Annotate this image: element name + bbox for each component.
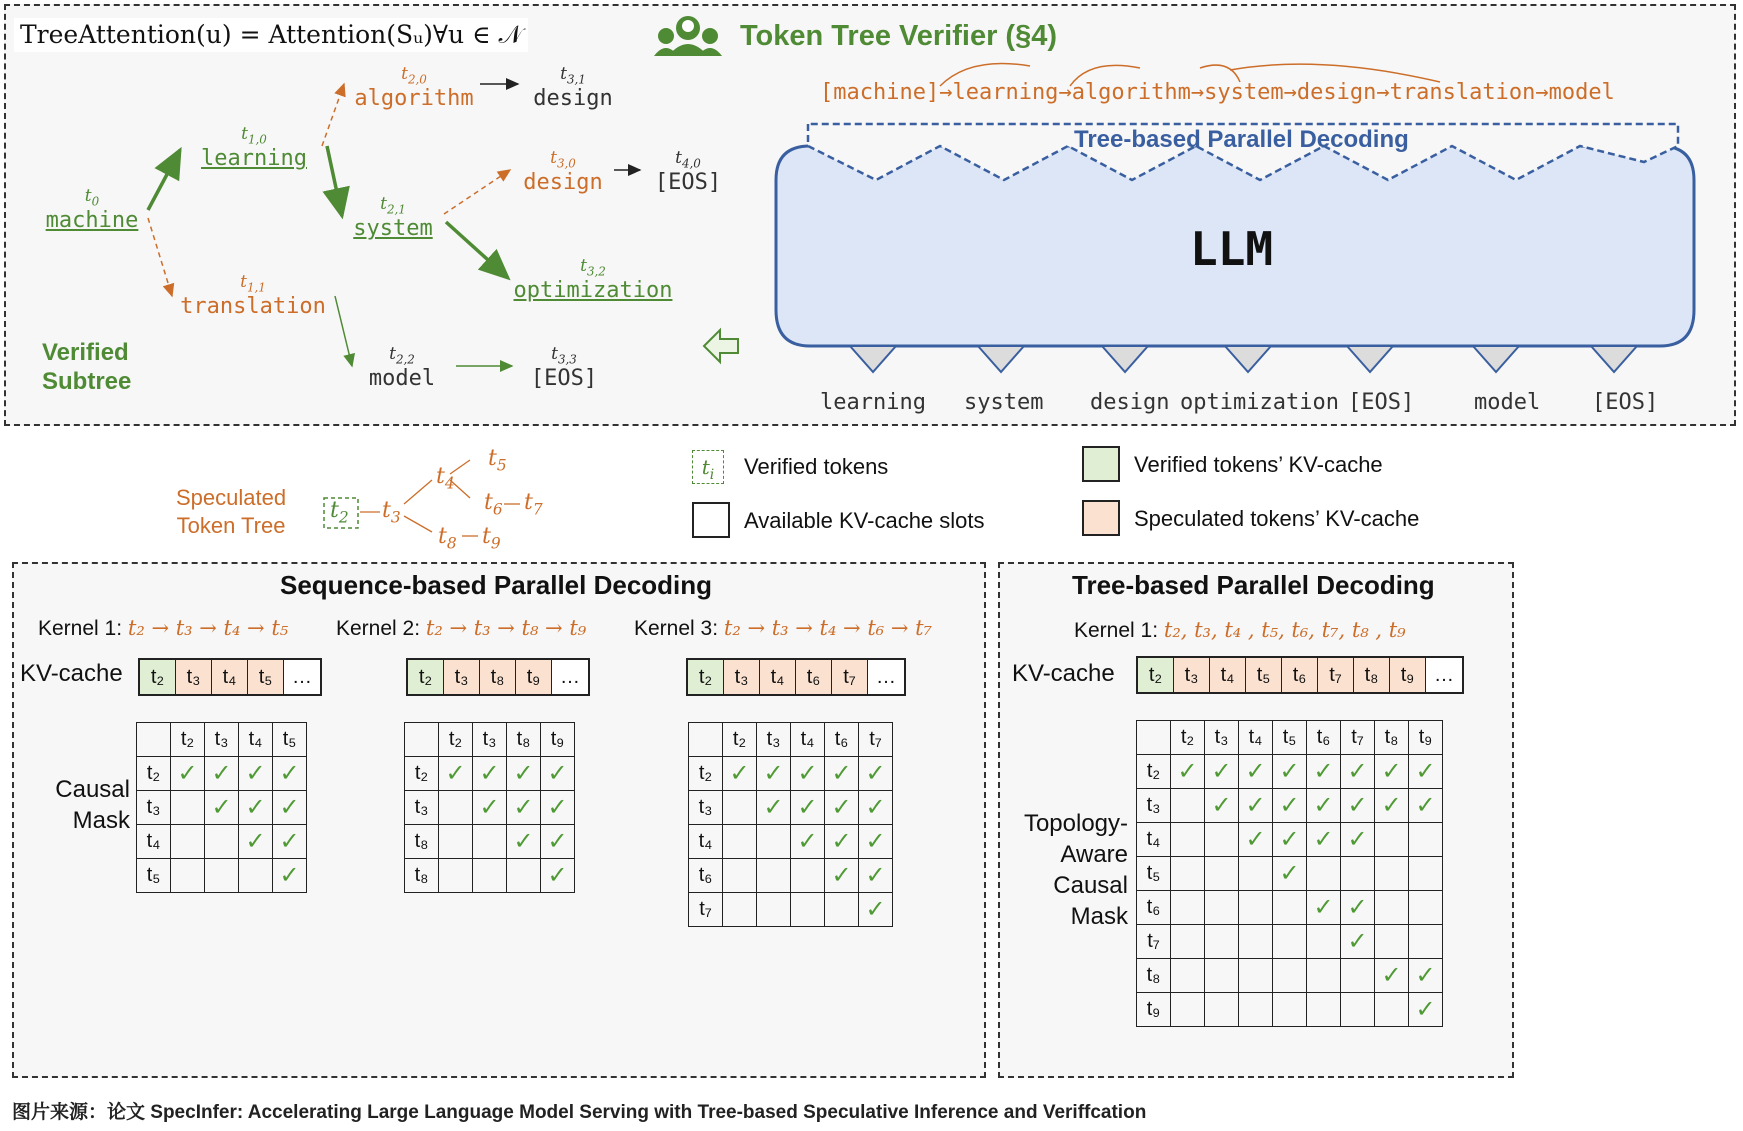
mask-empty-cell (1375, 993, 1409, 1027)
mask-col-header: t₆ (825, 723, 859, 757)
mask-empty-cell (791, 893, 825, 927)
mask-check-cell: ✓ (1341, 925, 1375, 959)
mask-check-cell: ✓ (507, 791, 541, 825)
mask-check-cell: ✓ (859, 893, 893, 927)
output-token: optimization (1180, 390, 1339, 415)
mask-empty-cell (1171, 789, 1205, 823)
mask-row-header: t₉ (1137, 993, 1171, 1027)
tree-node-optimization: $t_{3,2}$ optimization (513, 256, 673, 304)
tree-attention-formula: TreeAttention(u) = Attention(Sᵤ)∀u ∈ 𝒩 (14, 18, 528, 52)
mask-col-header: t₅ (1273, 721, 1307, 755)
mask-check-cell: ✓ (1409, 755, 1443, 789)
mask-check-cell: ✓ (273, 757, 307, 791)
mask-check-cell: ✓ (1239, 755, 1273, 789)
mask-empty-cell (205, 825, 239, 859)
mask-check-cell: ✓ (507, 825, 541, 859)
mask-row-header: t₈ (405, 859, 439, 893)
mask-col-header: t₂ (723, 723, 757, 757)
mask-corner (405, 723, 439, 757)
mask-empty-cell (1205, 959, 1239, 993)
mask-check-cell: ✓ (239, 791, 273, 825)
output-token: learning (820, 390, 926, 415)
mask-check-cell: ✓ (859, 757, 893, 791)
mask-empty-cell (1273, 959, 1307, 993)
mask-check-cell: ✓ (1273, 823, 1307, 857)
output-token: model (1474, 390, 1541, 415)
mask-empty-cell (1171, 925, 1205, 959)
mask-empty-cell (473, 859, 507, 893)
mask-empty-cell (439, 791, 473, 825)
mask-col-header: t₉ (1409, 721, 1443, 755)
mask-row-header: t₃ (1137, 789, 1171, 823)
mask-empty-cell (825, 893, 859, 927)
output-token: system (964, 390, 1044, 415)
mask-check-cell: ✓ (1307, 891, 1341, 925)
mask-empty-cell (1273, 993, 1307, 1027)
legend-available-swatch (692, 502, 730, 538)
mask-check-cell: ✓ (825, 757, 859, 791)
mask-check-cell: ✓ (273, 859, 307, 893)
mask-row-header: t₄ (689, 825, 723, 859)
mask-corner (1137, 721, 1171, 755)
mask-col-header: t₅ (273, 723, 307, 757)
mask-row-header: t₂ (405, 757, 439, 791)
mask-check-cell: ✓ (171, 757, 205, 791)
mask-empty-cell (1171, 891, 1205, 925)
tree-node-eos-design: $t_{4,0}$ [EOS] (654, 148, 722, 196)
kv-cache-kernel-1: t₂ t₃ t₄ t₅ … (138, 658, 322, 696)
mask-row-header: t₅ (137, 859, 171, 893)
mask-check-cell: ✓ (1273, 755, 1307, 789)
mask-check-cell: ✓ (1409, 789, 1443, 823)
mask-row-header: t₃ (137, 791, 171, 825)
mask-check-cell: ✓ (859, 825, 893, 859)
tree-node-algorithm: $t_{2,0}$ algorithm (354, 64, 474, 112)
mask-empty-cell (723, 825, 757, 859)
mask-row-header: t₅ (1137, 857, 1171, 891)
mask-col-header: t₃ (473, 723, 507, 757)
tree-decoding-header: Tree-based Parallel Decoding (1074, 126, 1409, 153)
mask-empty-cell (757, 893, 791, 927)
output-token: [EOS] (1348, 390, 1415, 415)
mask-empty-cell (239, 859, 273, 893)
mask-row-header: t₂ (1137, 755, 1171, 789)
mask-empty-cell (757, 825, 791, 859)
mask-check-cell: ✓ (439, 757, 473, 791)
legend-verified-symbol: $t_i$ (692, 450, 724, 484)
mask-empty-cell (757, 859, 791, 893)
mask-col-header: t₂ (171, 723, 205, 757)
mask-empty-cell (1307, 993, 1341, 1027)
mask-row-header: t₆ (689, 859, 723, 893)
llm-label: LLM (1190, 222, 1274, 276)
speculated-tree-diagram: $t_2$ $t_3$ $t_4$ $t_5$ $t_6$ $t_7$ $t_8$ $t_9$ (320, 446, 560, 550)
mask-corner (689, 723, 723, 757)
mask-check-cell: ✓ (859, 859, 893, 893)
mask-empty-cell (1205, 891, 1239, 925)
kernel-2-label: Kernel 2: t₂ → t₃ → t₈ → t₉ (336, 616, 587, 640)
mask-check-cell: ✓ (1341, 755, 1375, 789)
mask-empty-cell (1409, 823, 1443, 857)
mask-col-header: t₇ (859, 723, 893, 757)
tree-kv-cache: t₂ t₃ t₄ t₅ t₆ t₇ t₈ t₉ … (1136, 656, 1464, 694)
mask-empty-cell (1239, 925, 1273, 959)
mask-corner (137, 723, 171, 757)
mask-check-cell: ✓ (1409, 959, 1443, 993)
mask-row-header: t₂ (137, 757, 171, 791)
mask-check-cell: ✓ (1375, 959, 1409, 993)
tree-kv-cache-label: KV-cache (1012, 660, 1115, 687)
mask-empty-cell (1307, 959, 1341, 993)
mask-empty-cell (171, 825, 205, 859)
legend-verified-kv-swatch (1082, 446, 1120, 482)
mask-row-header: t₃ (689, 791, 723, 825)
mask-check-cell: ✓ (791, 791, 825, 825)
mask-empty-cell (1171, 823, 1205, 857)
mask-empty-cell (1273, 925, 1307, 959)
mask-empty-cell (791, 859, 825, 893)
mask-empty-cell (1171, 857, 1205, 891)
output-token: [EOS] (1592, 390, 1659, 415)
mask-empty-cell (1205, 993, 1239, 1027)
mask-empty-cell (1375, 857, 1409, 891)
tree-panel-title: Tree-based Parallel Decoding (1072, 570, 1435, 600)
kv-cache-kernel-2: t₂ t₃ t₈ t₉ … (406, 658, 590, 696)
causal-mask-kernel-3 (688, 722, 893, 927)
mask-check-cell: ✓ (1171, 755, 1205, 789)
kernel-1-label: Kernel 1: t₂ → t₃ → t₄ → t₅ (38, 616, 289, 640)
mask-check-cell: ✓ (859, 791, 893, 825)
kv-cache-kernel-3: t₂ t₃ t₄ t₆ t₇ … (686, 658, 906, 696)
mask-col-header: t₃ (205, 723, 239, 757)
mask-check-cell: ✓ (723, 757, 757, 791)
mask-col-header: t₄ (791, 723, 825, 757)
mask-check-cell: ✓ (1375, 755, 1409, 789)
legend-speculated-kv-swatch (1082, 500, 1120, 536)
mask-empty-cell (439, 825, 473, 859)
mask-check-cell: ✓ (239, 825, 273, 859)
mask-check-cell: ✓ (205, 791, 239, 825)
mask-empty-cell (1341, 993, 1375, 1027)
mask-row-header: t₈ (405, 825, 439, 859)
mask-empty-cell (1409, 857, 1443, 891)
mask-check-cell: ✓ (1341, 823, 1375, 857)
topology-aware-causal-mask (1136, 720, 1443, 1027)
mask-check-cell: ✓ (825, 859, 859, 893)
mask-col-header: t₉ (541, 723, 575, 757)
verifier-title: Token Tree Verifier (§4) (740, 20, 1057, 52)
sequence-arcs (900, 56, 1460, 96)
mask-check-cell: ✓ (825, 825, 859, 859)
mask-check-cell: ✓ (757, 757, 791, 791)
mask-row-header: t₃ (405, 791, 439, 825)
causal-mask-label: Causal Mask (55, 776, 130, 834)
mask-check-cell: ✓ (541, 859, 575, 893)
mask-col-header: t₃ (1205, 721, 1239, 755)
mask-col-header: t₃ (757, 723, 791, 757)
mask-empty-cell (1307, 857, 1341, 891)
mask-row-header: t₇ (689, 893, 723, 927)
mask-col-header: t₂ (1171, 721, 1205, 755)
sequence-line: [machine]→learning→algorithm→system→design→translation→model (820, 80, 1615, 105)
mask-check-cell: ✓ (473, 757, 507, 791)
mask-empty-cell (1205, 823, 1239, 857)
mask-empty-cell (1341, 959, 1375, 993)
mask-empty-cell (171, 859, 205, 893)
mask-row-header: t₄ (1137, 823, 1171, 857)
mask-check-cell: ✓ (1307, 755, 1341, 789)
mask-empty-cell (1205, 857, 1239, 891)
mask-empty-cell (723, 859, 757, 893)
tree-node-model: $t_{2,2}$ model (368, 344, 436, 392)
mask-check-cell: ✓ (1239, 789, 1273, 823)
mask-empty-cell (1239, 857, 1273, 891)
legend-speculated-kv: Speculated tokens’ KV-cache (1134, 506, 1420, 531)
tree-node-eos-model: $t_{3,3}$ [EOS] (530, 344, 598, 392)
verified-subtree-label: Verified Subtree (42, 339, 132, 395)
mask-check-cell: ✓ (825, 791, 859, 825)
mask-check-cell: ✓ (473, 791, 507, 825)
mask-col-header: t₆ (1307, 721, 1341, 755)
mask-check-cell: ✓ (1239, 823, 1273, 857)
mask-col-header: t₄ (239, 723, 273, 757)
legend-verified-kv: Verified tokens’ KV-cache (1134, 452, 1383, 477)
mask-check-cell: ✓ (541, 791, 575, 825)
mask-empty-cell (473, 825, 507, 859)
mask-empty-cell (171, 791, 205, 825)
mask-empty-cell (507, 859, 541, 893)
mask-check-cell: ✓ (1341, 789, 1375, 823)
sequence-panel-title: Sequence-based Parallel Decoding (280, 570, 713, 600)
speculated-tree-label: Speculated Token Tree (176, 485, 287, 538)
mask-check-cell: ✓ (1409, 993, 1443, 1027)
tree-kernel-label: Kernel 1: t₂, t₃, t₄ , t₅, t₆, t₇, t₈ , t₉ (1074, 618, 1406, 642)
mask-col-header: t₈ (1375, 721, 1409, 755)
mask-check-cell: ✓ (1273, 857, 1307, 891)
mask-empty-cell (1409, 925, 1443, 959)
mask-check-cell: ✓ (757, 791, 791, 825)
figure-caption: 图片来源：论文 SpecInfer: Accelerating Large Language Model Serving with Tree-based Speculative Inference and Veriffcation (12, 1102, 1147, 1123)
mask-check-cell: ✓ (541, 757, 575, 791)
mask-col-header: t₇ (1341, 721, 1375, 755)
tree-node-machine: $t_0$ machine (45, 186, 139, 234)
mask-check-cell: ✓ (273, 791, 307, 825)
mask-empty-cell (723, 791, 757, 825)
mask-check-cell: ✓ (791, 825, 825, 859)
topology-mask-label: Topology- Aware Causal Mask (1023, 810, 1128, 930)
kernel-3-label: Kernel 3: t₂ → t₃ → t₄ → t₆ → t₇ (634, 616, 932, 640)
mask-empty-cell (1341, 857, 1375, 891)
tree-node-system: $t_{2,1}$ system (353, 194, 433, 242)
causal-mask-kernel-2 (404, 722, 575, 893)
mask-check-cell: ✓ (1205, 755, 1239, 789)
mask-empty-cell (1171, 993, 1205, 1027)
mask-check-cell: ✓ (1307, 789, 1341, 823)
causal-mask-kernel-1 (136, 722, 307, 893)
mask-check-cell: ✓ (205, 757, 239, 791)
mask-empty-cell (1239, 891, 1273, 925)
tree-node-learning: $t_{1,0}$ learning (201, 124, 307, 172)
mask-check-cell: ✓ (273, 825, 307, 859)
mask-check-cell: ✓ (1375, 789, 1409, 823)
mask-check-cell: ✓ (507, 757, 541, 791)
legend-available-slots: Available KV-cache slots (744, 508, 985, 533)
output-token: design (1090, 390, 1170, 415)
mask-empty-cell (723, 893, 757, 927)
mask-check-cell: ✓ (1273, 789, 1307, 823)
mask-check-cell: ✓ (791, 757, 825, 791)
mask-empty-cell (1273, 891, 1307, 925)
kv-cache-label: KV-cache (20, 660, 123, 687)
tree-node-translation: $t_{1,1}$ translation (180, 272, 326, 320)
mask-col-header: t₄ (1239, 721, 1273, 755)
mask-row-header: t₆ (1137, 891, 1171, 925)
mask-empty-cell (1239, 993, 1273, 1027)
tree-node-design: $t_{3,0}$ design (523, 148, 603, 196)
mask-row-header: t₇ (1137, 925, 1171, 959)
mask-col-header: t₂ (439, 723, 473, 757)
hollow-left-arrow (700, 326, 742, 366)
mask-empty-cell (1375, 925, 1409, 959)
mask-row-header: t₄ (137, 825, 171, 859)
mask-check-cell: ✓ (541, 825, 575, 859)
mask-empty-cell (1205, 925, 1239, 959)
mask-check-cell: ✓ (1341, 891, 1375, 925)
mask-empty-cell (1171, 959, 1205, 993)
legend-verified-tokens: Verified tokens (744, 454, 889, 479)
mask-empty-cell (439, 859, 473, 893)
mask-empty-cell (205, 859, 239, 893)
mask-check-cell: ✓ (1205, 789, 1239, 823)
mask-empty-cell (1375, 823, 1409, 857)
mask-empty-cell (1307, 925, 1341, 959)
mask-check-cell: ✓ (239, 757, 273, 791)
mask-col-header: t₈ (507, 723, 541, 757)
tree-node-design-algo: $t_{3,1}$ design (533, 64, 613, 112)
mask-row-header: t₈ (1137, 959, 1171, 993)
mask-empty-cell (1409, 891, 1443, 925)
mask-check-cell: ✓ (1307, 823, 1341, 857)
mask-empty-cell (1239, 959, 1273, 993)
mask-empty-cell (1375, 891, 1409, 925)
mask-row-header: t₂ (689, 757, 723, 791)
